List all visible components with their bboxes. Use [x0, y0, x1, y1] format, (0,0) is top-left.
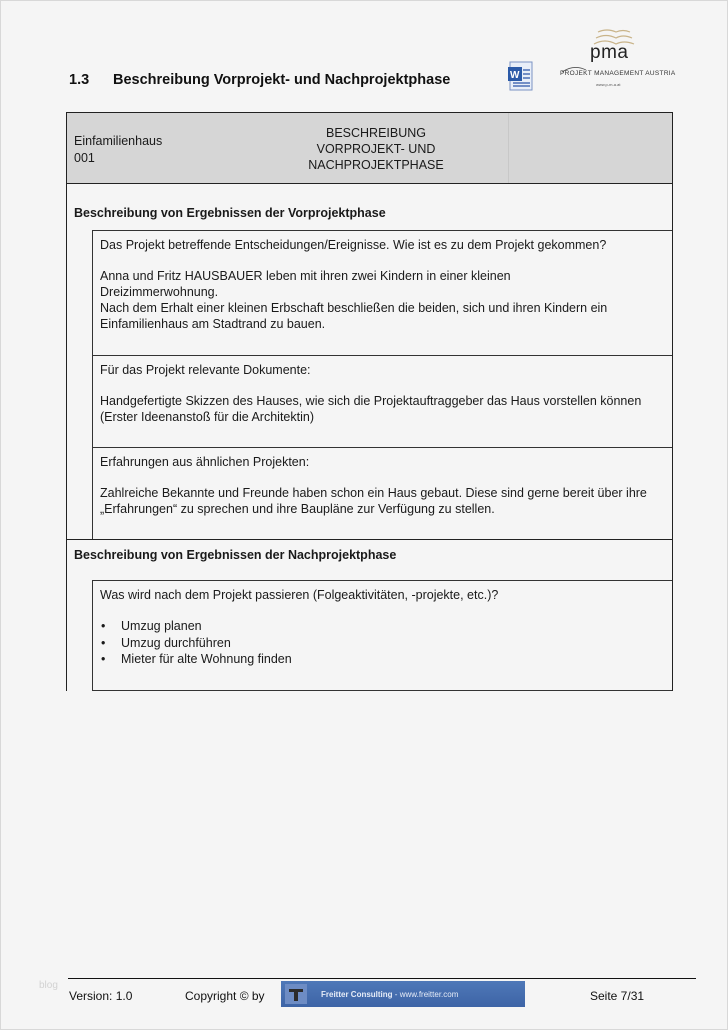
cell-text: Zahlreiche Bekannte und Freunde haben schon ein Haus gebaut. Diese sind gerne bereit über ihre „Erfahrungen“ zu sprechen und ihre Baupläne zur Verfügung zu stellen.: [100, 486, 647, 516]
pma-logo-subtitle: PROJEKT MANAGEMENT AUSTRIA: [560, 70, 676, 77]
cell-label: Für das Projekt relevante Dokumente:: [100, 363, 311, 377]
description-table: [66, 112, 673, 691]
vorprojekt-title: Beschreibung von Ergebnissen der Vorprojektphase: [74, 206, 386, 220]
banner-text: [321, 990, 458, 999]
nachprojekt-section: [66, 539, 673, 691]
banner-url: www.freitter.com: [399, 989, 459, 999]
table-title-line: NACHPROJEKTPHASE: [308, 158, 444, 172]
section-number: 1.3: [69, 72, 90, 88]
footer-version: Version: 1.0: [69, 989, 133, 1003]
cell-text: Handgefertigte Skizzen des Hauses, wie sich die Projektauftraggeber das Haus vorstellen können (Erster Ideenanstoß für die Architektin): [100, 394, 642, 424]
section-title: Beschreibung Vorprojekt- und Nachprojektphase: [113, 72, 451, 88]
banner-company: Freitter Consulting: [321, 989, 393, 999]
project-number: 001: [74, 151, 95, 165]
documents-cell: [93, 355, 672, 447]
cell-label: Das Projekt betreffende Entscheidungen/Ereignisse. Wie ist es zu dem Projekt gekommen?: [100, 238, 607, 252]
experiences-cell: [93, 447, 672, 539]
list-item: • Umzug planen: [100, 618, 672, 635]
page-number: Seite 7/31: [590, 989, 645, 1003]
follow-up-cell: [93, 580, 672, 691]
cell-label: Was wird nach dem Projekt passieren (Folgeaktivitäten, -projekte, etc.)?: [100, 588, 499, 602]
table-title-line: BESCHREIBUNG: [325, 126, 427, 140]
nachprojekt-title: Beschreibung von Ergebnissen der Nachprojektphase: [74, 548, 397, 562]
word-document-icon: [507, 60, 535, 92]
vorprojekt-section: [66, 184, 673, 539]
cell-label: Erfahrungen aus ähnlichen Projekten:: [100, 455, 310, 469]
banner-separator: -: [394, 989, 398, 999]
table-title-line: VORPROJEKT- UND: [316, 142, 436, 156]
list-item: • Mieter für alte Wohnung finden: [100, 651, 672, 668]
vorprojekt-cells: [92, 230, 672, 539]
nachprojekt-cells: [92, 580, 672, 691]
decisions-cell: [93, 230, 672, 355]
list-item: • Umzug durchführen: [100, 635, 672, 652]
table-title: [267, 125, 485, 173]
freitter-logo-icon: [285, 984, 307, 1004]
cell-text: Anna und Fritz HAUSBAUER leben mit ihren zwei Kindern in einer kleinen Dreizimmerwohnung.: [100, 269, 511, 299]
project-name: Einfamilienhaus: [74, 134, 163, 148]
freitter-consulting-banner[interactable]: [281, 981, 525, 1007]
pma-logo-text: pma: [590, 42, 629, 63]
pma-logo-url: www.p-m-a.at: [596, 82, 621, 87]
footer-divider: [68, 978, 696, 979]
header-divider: [508, 113, 509, 183]
svg-text:W: W: [510, 70, 520, 81]
follow-up-list: [100, 618, 672, 668]
table-header-row: [66, 112, 673, 184]
project-identifier: [74, 133, 162, 167]
footer-copyright: Copyright © by: [185, 989, 265, 1003]
section-heading: [69, 72, 450, 88]
watermark-text: blog: [39, 980, 58, 991]
cell-text: Nach dem Erhalt einer kleinen Erbschaft beschließen die beiden, sich und ihren Kindern ein Einfamilienhaus am Stadtrand zu bauen.: [100, 301, 608, 331]
